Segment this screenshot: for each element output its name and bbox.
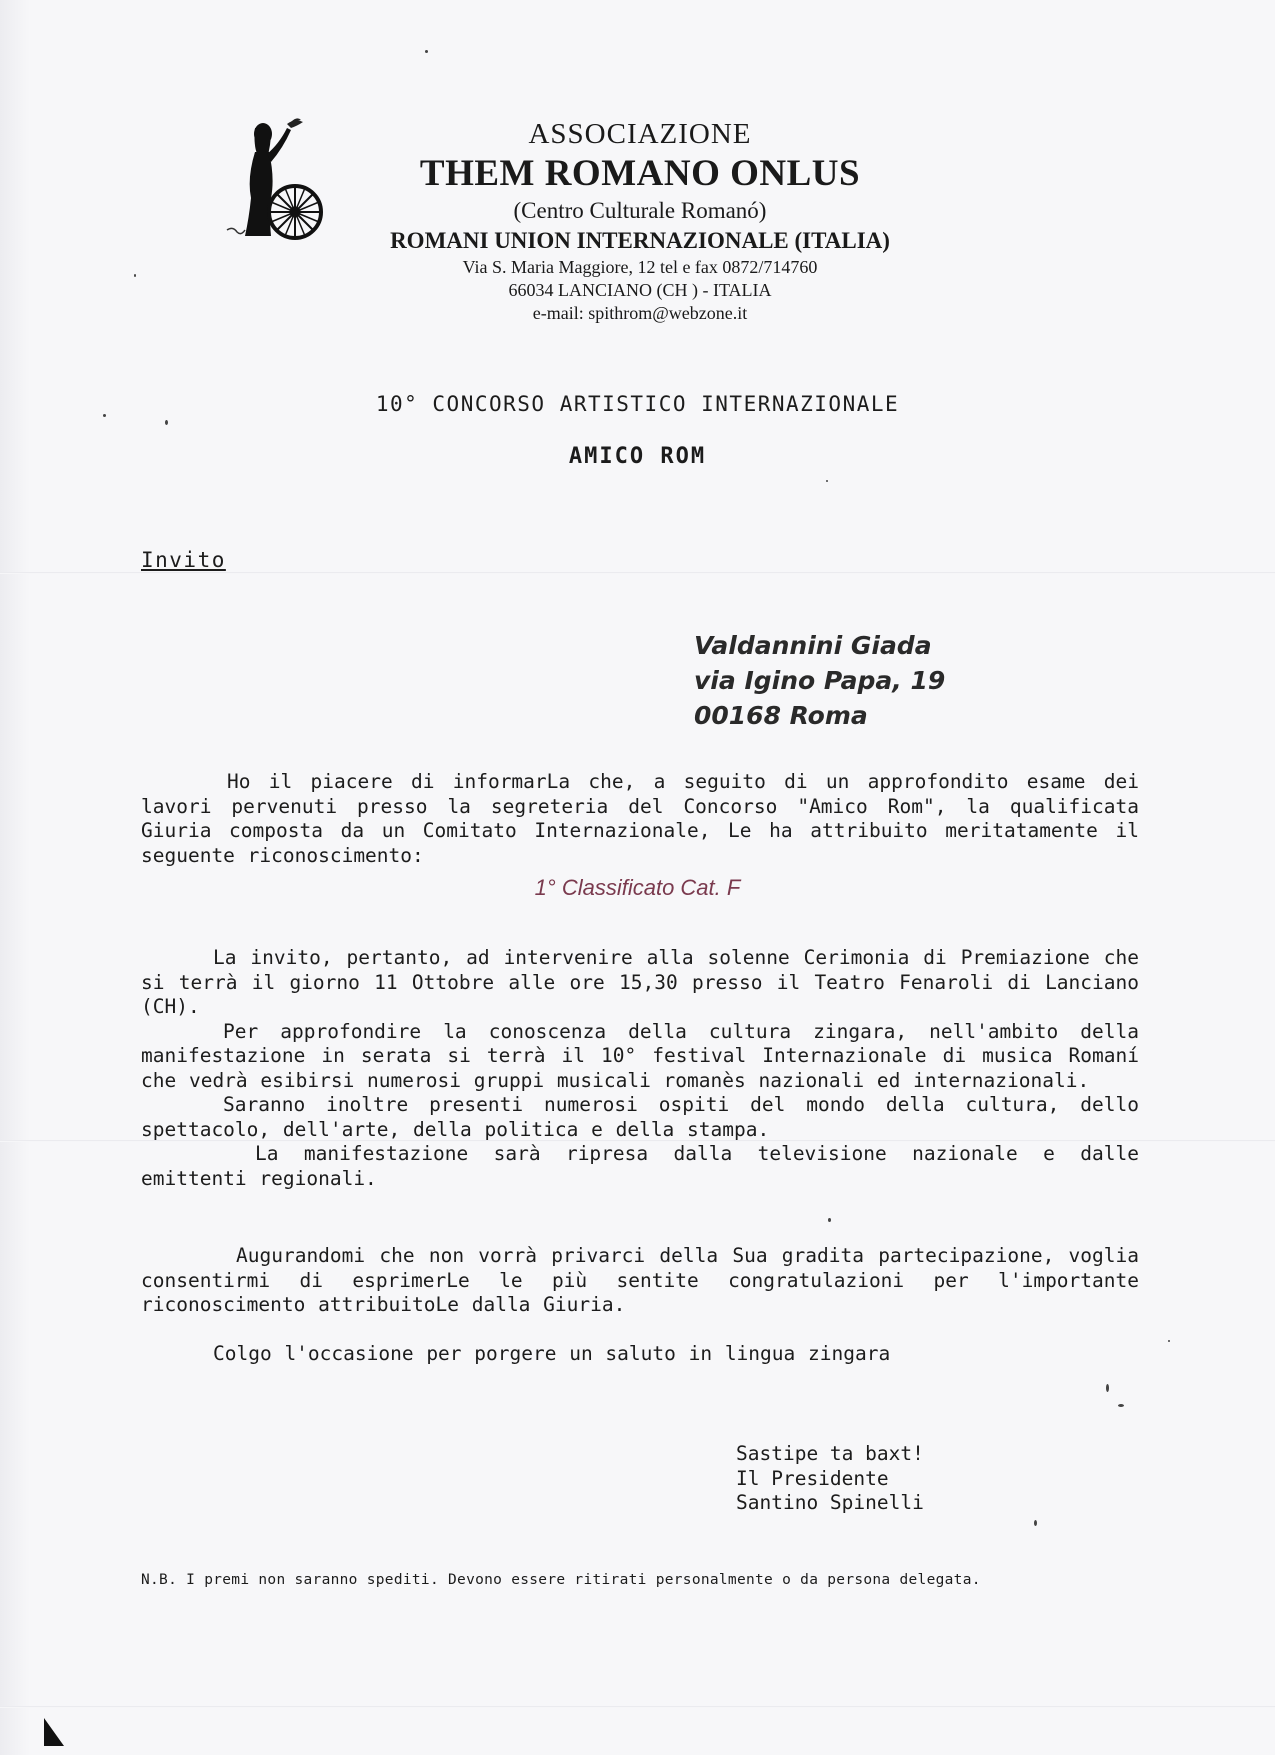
scan-speck <box>1168 1340 1170 1342</box>
scan-speck <box>828 1218 831 1222</box>
paper-fold <box>0 572 1275 574</box>
addressee-name: Valdannini Giada <box>694 631 932 660</box>
letter-paragraph <box>141 770 1139 868</box>
paragraph-text: Saranno inoltre presenti numerosi ospiti del mondo della cultura, dello spettacolo, dell'arte, della politica e della stampa. <box>141 1093 1139 1141</box>
paper-fold <box>0 1706 1275 1708</box>
paragraph-text: Ho il piacere di informarLa che, a seguito di un approfondito esame dei lavori pervenuti presso la segreteria del Concorso "Amico Rom", la qualificata Giuria composta da un Comitato Internazionale, Le ha attribuito meritatamente il seguente riconoscimento: <box>141 770 1139 867</box>
woman-with-wheel-logo-icon <box>225 118 337 246</box>
letter-paragraph <box>141 1244 1139 1318</box>
scan-speck <box>134 274 136 277</box>
paragraph-text: La invito, pertanto, ad intervenire alla solenne Cerimonia di Premiazione che si terrà il giorno 11 Ottobre alle ore 15,30 presso il Teatro Fenaroli di Lanciano (CH). <box>141 946 1139 1018</box>
letterhead-subtitle: (Centro Culturale Romanó) <box>513 198 767 223</box>
signer-role: Il Presidente <box>736 1466 889 1490</box>
organization-name: THEM ROMANO ONLUS <box>419 153 861 194</box>
scan-speck <box>103 414 106 417</box>
signature-block <box>736 1442 924 1516</box>
paragraph-text: Colgo l'occasione per porgere un saluto in lingua zingara <box>213 1342 891 1365</box>
scan-speck <box>1106 1384 1109 1392</box>
scan-speck <box>826 480 828 482</box>
letter-paragraph <box>141 1342 1139 1367</box>
invito-label: Invito <box>141 548 226 572</box>
scan-speck <box>1118 1404 1124 1407</box>
scan-speck <box>425 50 428 53</box>
contest-title: 10° CONCORSO ARTISTICO INTERNAZIONALE <box>375 392 900 416</box>
letterhead-address: Via S. Maria Maggiore, 12 tel e fax 0872/714760 <box>462 257 818 277</box>
addressee-city: 00168 Roma <box>694 701 868 730</box>
letter-paragraph-group <box>141 946 1139 1191</box>
letterhead-line: ASSOCIAZIONE <box>528 118 752 150</box>
scan-speck <box>1034 1520 1037 1526</box>
scan-speck <box>165 420 168 425</box>
paragraph-text: Augurandomi che non vorrà privarci della Sua gradita partecipazione, voglia consentirmi di esprimerLe le più sentite congratulazioni per l'importante riconoscimento attribuitoLe dalla Giuria. <box>141 1244 1139 1316</box>
letterhead-union: ROMANI UNION INTERNAZIONALE (ITALIA) <box>390 228 890 253</box>
paragraph-text: Per approfondire la conoscenza della cultura zingara, nell'ambito della manifestazione in serata si terrà il 10° festival Internazionale di musica Romaní che vedrà esibirsi numerosi gruppi musicali romanès nazionali ed internazionali. <box>141 1019 1139 1092</box>
letterhead <box>330 116 950 325</box>
signer-name: Santino Spinelli <box>736 1491 924 1514</box>
paragraph-text: La manifestazione sarà ripresa dalla televisione nazionale e dalle emittenti regionali. <box>141 1142 1139 1190</box>
closing-greeting: Sastipe ta baxt! <box>736 1442 924 1465</box>
award-text: 1° Classificato Cat. F <box>534 875 741 900</box>
addressee-street: via Igino Papa, 19 <box>694 666 946 695</box>
addressee-block <box>694 628 945 733</box>
contest-name: AMICO ROM <box>568 444 707 469</box>
letterhead-city: 66034 LANCIANO (CH ) - ITALIA <box>508 280 772 300</box>
footnote: N.B. I premi non saranno spediti. Devono essere ritirati personalmente o da persona delegata. <box>141 1572 981 1588</box>
letterhead-email: e-mail: spithrom@webzone.it <box>532 303 748 323</box>
scan-corner-mark <box>44 1718 64 1746</box>
